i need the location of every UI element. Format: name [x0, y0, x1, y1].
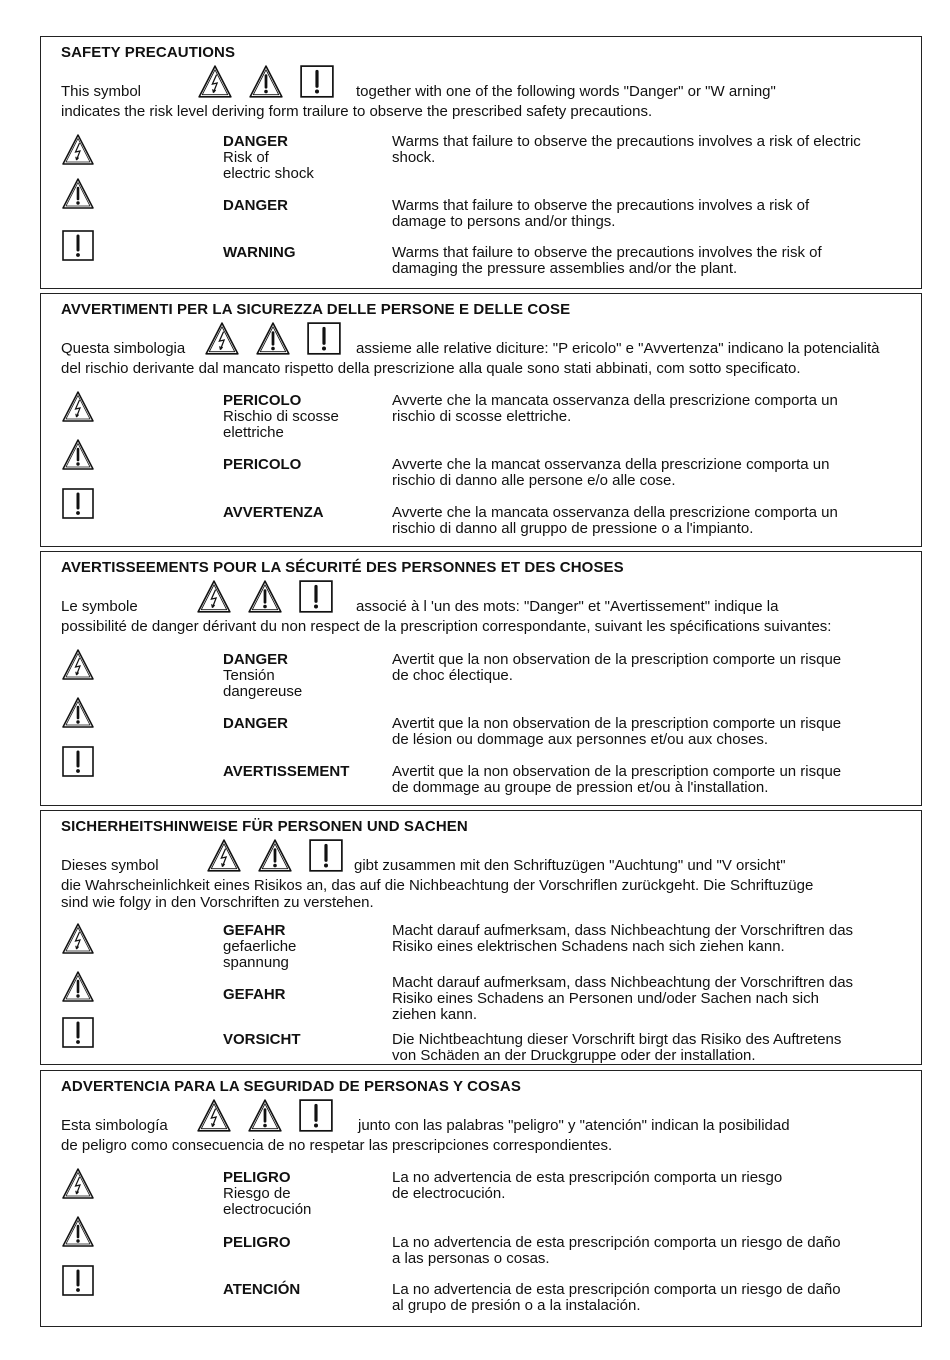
description-line: al grupo de presión o a la instalación. — [392, 1297, 641, 1314]
description-line: La no advertencia de esta prescripción comporta un riesgo de daño — [392, 1281, 841, 1298]
warning-triangle-icon — [61, 177, 95, 211]
intro-text-continuation: together with one of the following words "Danger" or "W arning" — [356, 83, 776, 100]
intro-text-start: Dieses symbol — [61, 857, 159, 874]
exclamation-box-icon — [306, 321, 342, 357]
exclamation-box-icon — [298, 1098, 334, 1134]
symbol-group — [204, 321, 342, 357]
electric-hazard-icon — [61, 133, 95, 167]
safety-section — [40, 36, 922, 289]
exclamation-box-icon — [308, 838, 344, 874]
warning-triangle-icon — [61, 696, 95, 730]
hazard-description — [392, 1032, 912, 1064]
hazard-label — [223, 1032, 301, 1048]
description-line: rischio di danno alle persone e/o alle cose. — [392, 472, 676, 489]
intro-text-line: indicates the risk level deriving form trailure to observe the prescribed safety precautions. — [61, 103, 653, 120]
description-line: rischio di danno all gruppo de pressione o a l'impianto. — [392, 520, 754, 537]
description-line: La no advertencia de esta prescripción comporta un riesgo — [392, 1169, 783, 1186]
warning-triangle-icon — [61, 1215, 95, 1249]
hazard-subtitle: gefaerliche — [223, 938, 297, 955]
hazard-label — [223, 198, 288, 214]
section-title: AVERTISSEEMENTS POUR LA SÉCURITÉ DES PERSONNES ET DES CHOSES — [61, 559, 624, 576]
hazard-word: AVERTISSEMENT — [223, 763, 350, 780]
warning-triangle-icon — [61, 970, 95, 1004]
exclamation-box-icon — [298, 579, 334, 615]
hazard-label — [223, 987, 286, 1003]
description-line: Warms that failure to observe the precautions involves a risk of — [392, 197, 810, 214]
description-line: La no advertencia de esta prescripción comporta un riesgo de daño — [392, 1234, 841, 1251]
hazard-subtitle: dangereuse — [223, 683, 303, 700]
hazard-label — [223, 764, 349, 780]
hazard-word: GEFAHR — [223, 922, 286, 939]
electric-hazard-icon — [204, 321, 240, 357]
hazard-word: GEFAHR — [223, 986, 286, 1003]
exclamation-box-icon — [299, 64, 335, 100]
description-line: Risiko eines elektrischen Schadens nach sich ziehen kann. — [392, 938, 785, 955]
hazard-label — [223, 716, 288, 732]
hazard-label — [223, 1170, 311, 1218]
hazard-label — [223, 652, 302, 700]
description-line: shock. — [392, 149, 436, 166]
warning-triangle-icon — [255, 321, 291, 357]
hazard-subtitle: electric shock — [223, 165, 314, 182]
electric-hazard-icon — [196, 579, 232, 615]
description-line: von Schäden an der Druckgruppe oder der installation. — [392, 1047, 756, 1064]
description-line: de choc électique. — [392, 667, 513, 684]
hazard-label — [223, 134, 314, 182]
hazard-label — [223, 457, 301, 473]
hazard-description — [392, 975, 912, 1023]
hazard-word: WARNING — [223, 244, 296, 261]
warning-triangle-icon — [61, 438, 95, 472]
exclamation-box-icon — [61, 487, 95, 521]
hazard-subtitle: spannung — [223, 954, 289, 971]
electric-hazard-icon — [197, 64, 233, 100]
exclamation-box-icon — [61, 745, 95, 779]
description-line: Avertit que la non observation de la prescription comporte un risque — [392, 715, 842, 732]
section-title: SICHERHEITSHINWEISE FÜR PERSONEN UND SACHEN — [61, 818, 468, 835]
symbol-group — [196, 579, 334, 615]
description-line: Die Nichtbeachtung dieser Vorschrift birgt das Risiko des Auftretens — [392, 1031, 842, 1048]
electric-hazard-icon — [61, 648, 95, 682]
hazard-label — [223, 1235, 291, 1251]
warning-triangle-icon — [257, 838, 293, 874]
hazard-description — [392, 457, 912, 489]
intro-text-line: sind wie folgy in den Vorschriften zu verstehen. — [61, 894, 374, 911]
warning-triangle-icon — [248, 64, 284, 100]
hazard-description — [392, 198, 912, 230]
safety-section — [40, 293, 922, 547]
intro-text-line: del rischio derivante dal mancato rispetto della prescrizione alla quale sono stati abbinati, com sotto specificato. — [61, 360, 801, 377]
intro-text-line: die Wahrscheinlichkeit eines Risikos an, das auf die Nichbeachtung der Vorschriflen zurückgeht. Die Schriftuzüge — [61, 877, 814, 894]
intro-text-continuation: gibt zusammen mit den Schriftuzügen "Auchtung" und "V orsicht" — [354, 857, 786, 874]
hazard-word: PERICOLO — [223, 456, 302, 473]
safety-section — [40, 1070, 922, 1327]
exclamation-box-icon — [61, 229, 95, 263]
hazard-description — [392, 1282, 912, 1314]
hazard-word: DANGER — [223, 133, 289, 150]
symbol-group — [196, 1098, 334, 1134]
description-line: Macht darauf aufmerksam, dass Nichbeachtung der Vorschriftren das — [392, 922, 854, 939]
warning-triangle-icon — [247, 579, 283, 615]
description-line: Avverte che la mancata osservanza della prescrizione comporta un — [392, 392, 838, 409]
hazard-word: AVVERTENZA — [223, 504, 324, 521]
exclamation-box-icon — [61, 1016, 95, 1050]
hazard-word: DANGER — [223, 197, 289, 214]
hazard-word: VORSICHT — [223, 1031, 301, 1048]
hazard-description — [392, 764, 912, 796]
description-line: de electrocución. — [392, 1185, 506, 1202]
hazard-description — [392, 393, 912, 425]
description-line: Warms that failure to observe the precautions involves the risk of — [392, 244, 822, 261]
description-line: damage to persons and/or things. — [392, 213, 616, 230]
description-line: a las personas o cosas. — [392, 1250, 550, 1267]
intro-text-start: This symbol — [61, 83, 142, 100]
intro-text-start: Esta simbología — [61, 1117, 168, 1134]
intro-text-continuation: associé à l 'un des mots: "Danger" et "Avertissement" indique la — [356, 598, 779, 615]
electric-hazard-icon — [61, 1167, 95, 1201]
description-line: damaging the pressure assemblies and/or the plant. — [392, 260, 738, 277]
hazard-label — [223, 505, 324, 521]
hazard-subtitle: elettriche — [223, 424, 284, 441]
warning-triangle-icon — [247, 1098, 283, 1134]
description-line: ziehen kann. — [392, 1006, 478, 1023]
section-title: ADVERTENCIA PARA LA SEGURIDAD DE PERSONAS Y COSAS — [61, 1078, 521, 1095]
safety-section — [40, 551, 922, 806]
electric-hazard-icon — [196, 1098, 232, 1134]
hazard-subtitle: Rischio di scosse — [223, 408, 339, 425]
hazard-description — [392, 716, 912, 748]
hazard-description — [392, 134, 912, 166]
description-line: Avertit que la non observation de la prescription comporte un risque — [392, 651, 842, 668]
hazard-subtitle: electrocución — [223, 1201, 312, 1218]
description-line: Avverte che la mancat osservanza della prescrizione comporta un — [392, 456, 830, 473]
intro-text-start: Questa simbologia — [61, 340, 186, 357]
hazard-word: PELIGRO — [223, 1169, 291, 1186]
hazard-description — [392, 245, 912, 277]
intro-text-line: de peligro como consecuencia de no respetar las prescripciones correspondientes. — [61, 1137, 613, 1154]
description-line: rischio di scosse elettriche. — [392, 408, 572, 425]
hazard-word: ATENCIÓN — [223, 1281, 301, 1298]
description-line: de dommage au groupe de pression et/ou à l'installation. — [392, 779, 769, 796]
hazard-subtitle: Risk of — [223, 149, 269, 166]
hazard-label — [223, 1282, 300, 1298]
intro-text-line: possibilité de danger dérivant du non respect de la prescription correspondante, suivant les spécifications suivantes: — [61, 618, 832, 635]
hazard-subtitle: Tensión — [223, 667, 275, 684]
electric-hazard-icon — [61, 390, 95, 424]
hazard-word: DANGER — [223, 715, 289, 732]
hazard-description — [392, 1235, 912, 1267]
electric-hazard-icon — [206, 838, 242, 874]
hazard-subtitle: Riesgo de — [223, 1185, 291, 1202]
hazard-description — [392, 923, 912, 955]
hazard-description — [392, 1170, 912, 1202]
hazard-word: PELIGRO — [223, 1234, 291, 1251]
electric-hazard-icon — [61, 922, 95, 956]
section-title: SAFETY PRECAUTIONS — [61, 44, 236, 61]
exclamation-box-icon — [61, 1264, 95, 1298]
intro-text-continuation: assieme alle relative diciture: "P ericolo" e "Avvertenza" indicano la potencialità — [356, 340, 880, 357]
hazard-word: PERICOLO — [223, 392, 302, 409]
safety-section — [40, 810, 922, 1065]
hazard-label — [223, 923, 296, 971]
description-line: Avverte che la mancata osservanza della prescrizione comporta un — [392, 504, 838, 521]
hazard-label — [223, 245, 296, 261]
description-line: Macht darauf aufmerksam, dass Nichbeachtung der Vorschriftren das — [392, 974, 854, 991]
symbol-group — [197, 64, 335, 100]
hazard-description — [392, 505, 912, 537]
description-line: Avertit que la non observation de la prescription comporte un risque — [392, 763, 842, 780]
symbol-group — [206, 838, 344, 874]
description-line: Risiko eines Schadens an Personen und/oder Sachen nach sich — [392, 990, 819, 1007]
hazard-word: DANGER — [223, 651, 289, 668]
description-line: de lésion ou dommage aux personnes et/ou aux choses. — [392, 731, 769, 748]
hazard-description — [392, 652, 912, 684]
description-line: Warms that failure to observe the precautions involves a risk of electric — [392, 133, 861, 150]
section-title: AVVERTIMENTI PER LA SICUREZZA DELLE PERSONE E DELLE COSE — [61, 301, 571, 318]
hazard-label — [223, 393, 339, 441]
intro-text-start: Le symbole — [61, 598, 138, 615]
intro-text-continuation: junto con las palabras "peligro" y "atención" indican la posibilidad — [358, 1117, 790, 1134]
